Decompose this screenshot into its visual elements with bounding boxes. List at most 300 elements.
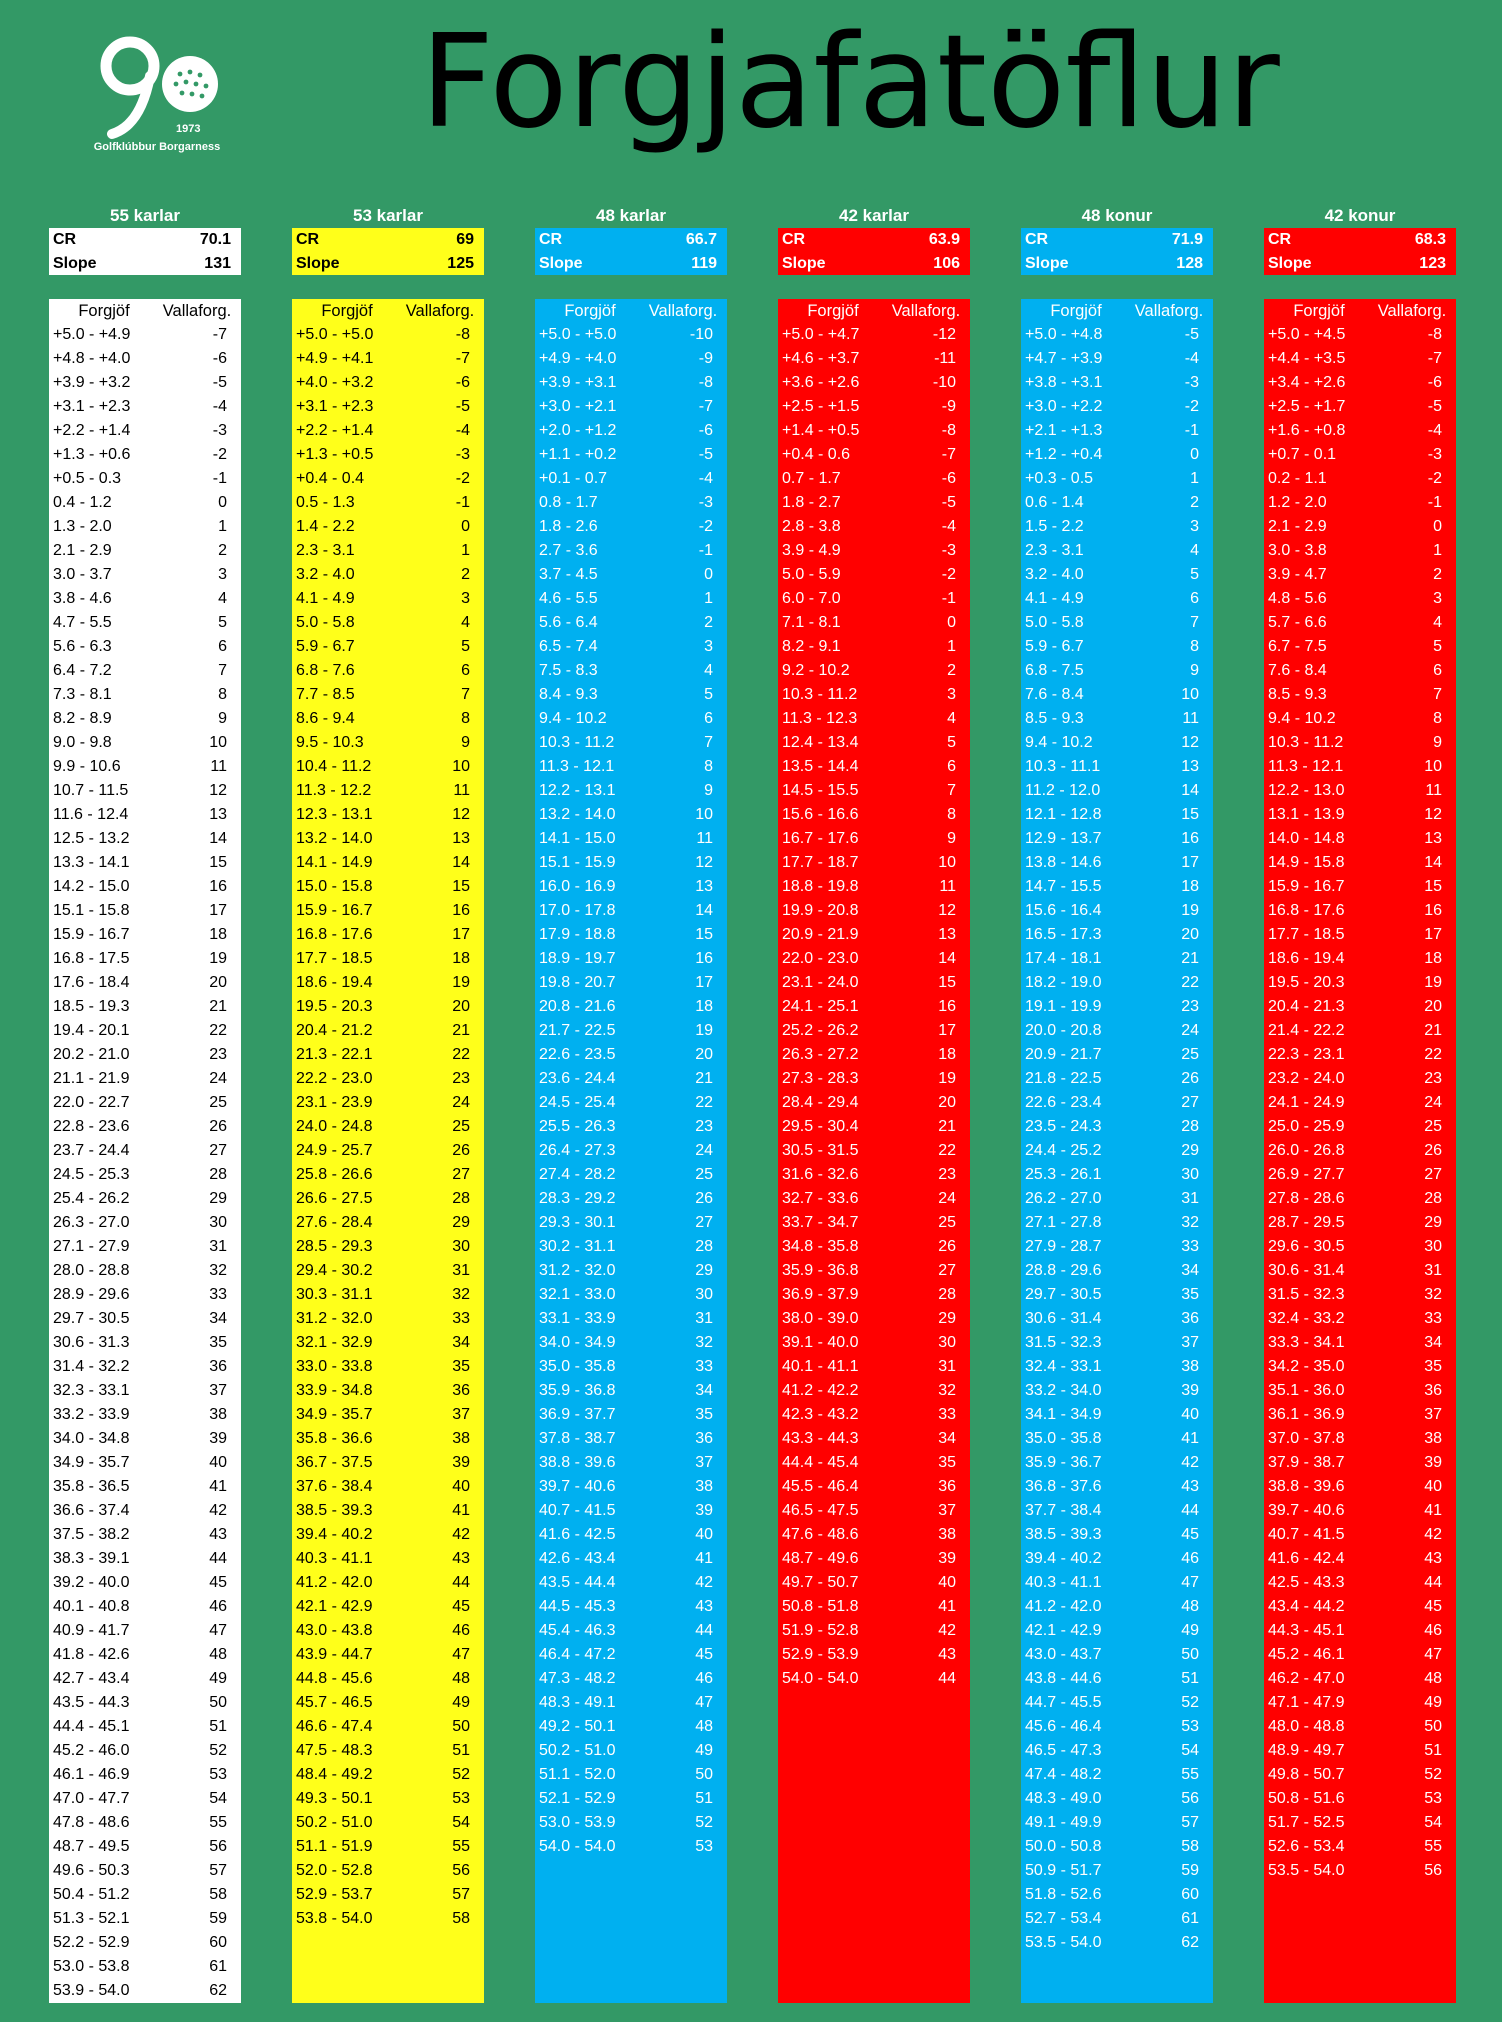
handicap-index-range: +1.6 - +0.8 bbox=[1268, 422, 1346, 439]
table-row bbox=[49, 1355, 241, 1379]
handicap-index-range: 1.2 - 2.0 bbox=[1268, 494, 1327, 511]
table-row bbox=[1264, 971, 1456, 995]
course-handicap: 20 bbox=[1424, 998, 1442, 1015]
handicap-index-range: 15.9 - 16.7 bbox=[53, 926, 130, 943]
course-handicap: 45 bbox=[452, 1598, 470, 1615]
handicap-index-range: 52.1 - 52.9 bbox=[539, 1790, 616, 1807]
handicap-index-range: 33.1 - 33.9 bbox=[539, 1310, 616, 1327]
course-handicap: 10 bbox=[938, 854, 956, 871]
handicap-index-range: 26.3 - 27.0 bbox=[53, 1214, 130, 1231]
table-row bbox=[535, 899, 727, 923]
course-rating-label: CR bbox=[53, 231, 77, 248]
handicap-index-range: +3.9 - +3.1 bbox=[539, 374, 617, 391]
course-rating-value: 71.9 bbox=[1171, 231, 1203, 248]
handicap-index-range: 29.7 - 30.5 bbox=[53, 1310, 130, 1327]
course-handicap: 38 bbox=[938, 1526, 956, 1543]
handicap-index-range: +3.6 - +2.6 bbox=[782, 374, 860, 391]
course-handicap: 7 bbox=[461, 686, 470, 703]
table-row bbox=[292, 443, 484, 467]
handicap-index-range: 43.9 - 44.7 bbox=[296, 1646, 373, 1663]
table-row bbox=[1021, 1619, 1213, 1643]
course-handicap: 53 bbox=[1181, 1718, 1199, 1735]
course-handicap: -2 bbox=[455, 470, 470, 487]
handicap-index-range: +3.1 - +2.3 bbox=[296, 398, 374, 415]
course-handicap: 18 bbox=[209, 926, 227, 943]
logo-year: 1973 bbox=[176, 123, 201, 135]
course-handicap: 3 bbox=[1433, 590, 1442, 607]
handicap-index-range: +4.0 - +3.2 bbox=[296, 374, 374, 391]
course-handicap: 11 bbox=[210, 758, 227, 775]
handicap-index-range: 10.3 - 11.2 bbox=[539, 734, 615, 751]
table-row bbox=[778, 1259, 970, 1283]
table-row bbox=[1264, 1643, 1456, 1667]
table-row bbox=[292, 347, 484, 371]
course-handicap: 27 bbox=[209, 1142, 227, 1159]
table-row bbox=[1021, 371, 1213, 395]
handicap-index-range: 34.9 - 35.7 bbox=[53, 1454, 130, 1471]
handicap-index-range: +4.8 - +4.0 bbox=[53, 350, 131, 367]
handicap-index-range: 6.0 - 7.0 bbox=[782, 590, 841, 607]
course-handicap: 10 bbox=[695, 806, 713, 823]
handicap-index-range: 27.9 - 28.7 bbox=[1025, 1238, 1102, 1255]
handicap-index-range: 38.3 - 39.1 bbox=[53, 1550, 130, 1567]
handicap-index-range: 1.8 - 2.6 bbox=[539, 518, 598, 535]
handicap-index-range: 11.3 - 12.3 bbox=[782, 710, 858, 727]
rating-box bbox=[292, 228, 484, 275]
table-row bbox=[778, 491, 970, 515]
handicap-index-range: 44.4 - 45.1 bbox=[53, 1718, 130, 1735]
slope-rating-label: Slope bbox=[782, 254, 826, 272]
table-row bbox=[49, 587, 241, 611]
course-handicap: 49 bbox=[452, 1694, 470, 1711]
course-handicap: 31 bbox=[209, 1238, 227, 1255]
course-handicap: 35 bbox=[452, 1358, 470, 1375]
table-row bbox=[1264, 803, 1456, 827]
handicap-index-range: 38.8 - 39.6 bbox=[1268, 1478, 1345, 1495]
course-handicap: -5 bbox=[455, 398, 470, 415]
handicap-index-range: +5.0 - +4.8 bbox=[1025, 326, 1103, 343]
handicap-index-range: +4.9 - +4.1 bbox=[296, 350, 374, 367]
handicap-index-range: 28.0 - 28.8 bbox=[53, 1262, 130, 1279]
course-handicap: 14 bbox=[938, 950, 956, 967]
table-header bbox=[292, 299, 484, 323]
handicap-index-range: 4.6 - 5.5 bbox=[539, 590, 598, 607]
handicap-index-range: 2.3 - 3.1 bbox=[1025, 542, 1084, 559]
course-handicap: 26 bbox=[695, 1190, 713, 1207]
handicap-index-range: 33.7 - 34.7 bbox=[782, 1214, 859, 1231]
course-handicap: -7 bbox=[1427, 350, 1442, 367]
course-handicap: 0 bbox=[947, 614, 956, 631]
handicap-index-range: +5.0 - +4.5 bbox=[1268, 326, 1346, 343]
handicap-index-range: 14.5 - 15.5 bbox=[782, 782, 859, 799]
course-handicap: -11 bbox=[934, 350, 956, 367]
course-handicap: 16 bbox=[1424, 902, 1442, 919]
handicap-index-range: 49.6 - 50.3 bbox=[53, 1862, 130, 1879]
handicap-index-range: 0.6 - 1.4 bbox=[1025, 494, 1084, 511]
table-row bbox=[778, 1571, 970, 1595]
course-handicap: 50 bbox=[1181, 1646, 1199, 1663]
course-handicap: 12 bbox=[1181, 734, 1199, 751]
course-handicap: 42 bbox=[452, 1526, 470, 1543]
handicap-index-range: 15.1 - 15.8 bbox=[53, 902, 130, 919]
table-row bbox=[778, 419, 970, 443]
handicap-index-range: 0.4 - 1.2 bbox=[53, 494, 112, 511]
slope-rating-label: Slope bbox=[539, 254, 583, 272]
course-handicap: 20 bbox=[938, 1094, 956, 1111]
course-handicap: 32 bbox=[938, 1382, 956, 1399]
table-row bbox=[1021, 491, 1213, 515]
table-row bbox=[49, 683, 241, 707]
course-handicap: 22 bbox=[452, 1046, 470, 1063]
handicap-index-range: 33.0 - 33.8 bbox=[296, 1358, 373, 1375]
course-handicap: 40 bbox=[209, 1454, 227, 1471]
handicap-index-range: 7.5 - 8.3 bbox=[539, 662, 598, 679]
table-row bbox=[49, 731, 241, 755]
handicap-index-range: 14.0 - 14.8 bbox=[1268, 830, 1345, 847]
handicap-index-range: 25.0 - 25.9 bbox=[1268, 1118, 1345, 1135]
course-handicap: 23 bbox=[1424, 1070, 1442, 1087]
course-handicap: -5 bbox=[1427, 398, 1442, 415]
table-header bbox=[535, 299, 727, 323]
table-row bbox=[535, 1019, 727, 1043]
handicap-index-range: 45.5 - 46.4 bbox=[782, 1478, 859, 1495]
course-handicap: 18 bbox=[1181, 878, 1199, 895]
handicap-index-range: 5.7 - 6.6 bbox=[1268, 614, 1327, 631]
course-handicap: 25 bbox=[695, 1166, 713, 1183]
handicap-index-range: 19.5 - 20.3 bbox=[296, 998, 373, 1015]
course-handicap: 21 bbox=[695, 1070, 713, 1087]
table-row bbox=[1264, 1139, 1456, 1163]
table-row bbox=[535, 1091, 727, 1115]
handicap-index-range: 39.7 - 40.6 bbox=[539, 1478, 616, 1495]
course-handicap: 45 bbox=[1424, 1598, 1442, 1615]
handicap-index-range: 26.2 - 27.0 bbox=[1025, 1190, 1102, 1207]
table-row bbox=[49, 1859, 241, 1883]
course-handicap: 29 bbox=[452, 1214, 470, 1231]
table-row bbox=[1264, 1043, 1456, 1067]
handicap-index-range: 16.7 - 17.6 bbox=[782, 830, 859, 847]
course-handicap: 35 bbox=[938, 1454, 956, 1471]
course-handicap: 2 bbox=[218, 542, 227, 559]
handicap-index-range: 7.3 - 8.1 bbox=[53, 686, 112, 703]
handicap-index-range: 39.4 - 40.2 bbox=[296, 1526, 373, 1543]
course-handicap: 7 bbox=[1433, 686, 1442, 703]
table-row bbox=[535, 1163, 727, 1187]
table-row bbox=[1264, 371, 1456, 395]
handicap-index-range: 22.8 - 23.6 bbox=[53, 1118, 130, 1135]
course-handicap: 47 bbox=[209, 1622, 227, 1639]
table-row bbox=[535, 947, 727, 971]
handicap-index-range: 36.6 - 37.4 bbox=[53, 1502, 130, 1519]
handicap-table bbox=[292, 299, 484, 2003]
course-handicap: 28 bbox=[695, 1238, 713, 1255]
table-row bbox=[1021, 1163, 1213, 1187]
course-handicap: 36 bbox=[1181, 1310, 1199, 1327]
table-row bbox=[292, 1811, 484, 1835]
handicap-index-range: 50.0 - 50.8 bbox=[1025, 1838, 1102, 1855]
course-handicap: 3 bbox=[461, 590, 470, 607]
course-handicap: 60 bbox=[209, 1934, 227, 1951]
handicap-index-range: 31.2 - 32.0 bbox=[539, 1262, 616, 1279]
handicap-index-range: 29.7 - 30.5 bbox=[1025, 1286, 1102, 1303]
handicap-index-range: +4.4 - +3.5 bbox=[1268, 350, 1346, 367]
course-handicap: 38 bbox=[695, 1478, 713, 1495]
course-handicap: 17 bbox=[938, 1022, 956, 1039]
handicap-index-range: 27.3 - 28.3 bbox=[782, 1070, 859, 1087]
course-handicap: 28 bbox=[452, 1190, 470, 1207]
handicap-index-range: +1.3 - +0.5 bbox=[296, 446, 374, 463]
table-row bbox=[778, 1499, 970, 1523]
table-row bbox=[49, 1187, 241, 1211]
handicap-index-range: 11.3 - 12.1 bbox=[1268, 758, 1344, 775]
table-row bbox=[535, 1427, 727, 1451]
table-row bbox=[1021, 635, 1213, 659]
handicap-index-range: 47.5 - 48.3 bbox=[296, 1742, 373, 1759]
course-handicap: 48 bbox=[695, 1718, 713, 1735]
handicap-index-range: 54.0 - 54.0 bbox=[782, 1670, 859, 1687]
table-row bbox=[1021, 1715, 1213, 1739]
course-rating-row bbox=[535, 228, 727, 252]
table-row bbox=[49, 995, 241, 1019]
table-row bbox=[535, 731, 727, 755]
handicap-index-range: 23.1 - 23.9 bbox=[296, 1094, 373, 1111]
course-handicap: 13 bbox=[1181, 758, 1199, 775]
handicap-index-range: 46.5 - 47.3 bbox=[1025, 1742, 1102, 1759]
table-row bbox=[1021, 1643, 1213, 1667]
table-row bbox=[535, 971, 727, 995]
table-row bbox=[778, 1451, 970, 1475]
table-row bbox=[1021, 779, 1213, 803]
course-handicap: 12 bbox=[1424, 806, 1442, 823]
table-row bbox=[778, 683, 970, 707]
handicap-index-range: 30.2 - 31.1 bbox=[539, 1238, 616, 1255]
course-handicap: 9 bbox=[218, 710, 227, 727]
handicap-index-range: +4.9 - +4.0 bbox=[539, 350, 617, 367]
course-handicap: 20 bbox=[695, 1046, 713, 1063]
course-handicap: 34 bbox=[1181, 1262, 1199, 1279]
course-handicap: 19 bbox=[938, 1070, 956, 1087]
course-handicap: 29 bbox=[695, 1262, 713, 1279]
handicap-index-range: 49.2 - 50.1 bbox=[539, 1718, 616, 1735]
course-handicap: 29 bbox=[209, 1190, 227, 1207]
course-handicap: 17 bbox=[452, 926, 470, 943]
handicap-index-range: 43.5 - 44.3 bbox=[53, 1694, 130, 1711]
course-handicap: 11 bbox=[453, 782, 470, 799]
table-row bbox=[292, 1235, 484, 1259]
table-row bbox=[292, 1211, 484, 1235]
table-row bbox=[1264, 467, 1456, 491]
course-handicap: 25 bbox=[452, 1118, 470, 1135]
slope-rating-row bbox=[1021, 252, 1213, 276]
handicap-index-range: 3.9 - 4.7 bbox=[1268, 566, 1327, 583]
handicap-index-range: 9.4 - 10.2 bbox=[1025, 734, 1093, 751]
course-handicap: 44 bbox=[209, 1550, 227, 1567]
table-row bbox=[778, 347, 970, 371]
course-handicap: 15 bbox=[209, 854, 227, 871]
table-row bbox=[535, 1571, 727, 1595]
table-row bbox=[778, 995, 970, 1019]
table-row bbox=[49, 827, 241, 851]
table-row bbox=[535, 1403, 727, 1427]
handicap-index-range: 24.0 - 24.8 bbox=[296, 1118, 373, 1135]
handicap-index-range: 18.6 - 19.4 bbox=[1268, 950, 1345, 967]
table-row bbox=[535, 1379, 727, 1403]
course-handicap: 26 bbox=[1181, 1070, 1199, 1087]
handicap-index-range: 13.2 - 14.0 bbox=[539, 806, 616, 823]
course-handicap: 6 bbox=[461, 662, 470, 679]
tee-name: 55 karlar bbox=[110, 206, 180, 225]
course-handicap: -3 bbox=[212, 422, 227, 439]
slope-rating-row bbox=[292, 252, 484, 276]
table-row bbox=[49, 1235, 241, 1259]
table-row bbox=[1264, 875, 1456, 899]
table-row bbox=[49, 1211, 241, 1235]
table-row bbox=[1264, 395, 1456, 419]
handicap-index-range: 51.7 - 52.5 bbox=[1268, 1814, 1345, 1831]
handicap-index-range: 38.8 - 39.6 bbox=[539, 1454, 616, 1471]
table-row bbox=[1021, 1427, 1213, 1451]
course-handicap: 6 bbox=[218, 638, 227, 655]
slope-rating-value: 123 bbox=[1419, 254, 1446, 272]
handicap-index-range: +3.8 - +3.1 bbox=[1025, 374, 1103, 391]
course-handicap: 51 bbox=[695, 1790, 713, 1807]
table-row bbox=[1021, 899, 1213, 923]
table-row bbox=[535, 1739, 727, 1763]
course-handicap: 49 bbox=[1424, 1694, 1442, 1711]
handicap-index-range: 38.5 - 39.3 bbox=[296, 1502, 373, 1519]
handicap-index-range: +5.0 - +5.0 bbox=[296, 326, 374, 343]
handicap-index-range: 22.3 - 23.1 bbox=[1268, 1046, 1345, 1063]
table-row bbox=[778, 1067, 970, 1091]
table-row bbox=[1264, 443, 1456, 467]
table-row bbox=[778, 971, 970, 995]
slope-rating-row bbox=[778, 252, 970, 276]
course-handicap: -6 bbox=[1427, 374, 1442, 391]
course-handicap: 61 bbox=[209, 1958, 227, 1975]
course-handicap: 21 bbox=[1181, 950, 1199, 967]
table-row bbox=[292, 755, 484, 779]
course-handicap: 36 bbox=[452, 1382, 470, 1399]
handicap-index-range: 26.3 - 27.2 bbox=[782, 1046, 859, 1063]
rating-box bbox=[49, 228, 241, 275]
course-handicap: 3 bbox=[1190, 518, 1199, 535]
handicap-index-range: 6.8 - 7.6 bbox=[296, 662, 355, 679]
course-handicap: 24 bbox=[695, 1142, 713, 1159]
table-row bbox=[1021, 1451, 1213, 1475]
handicap-index-range: 43.3 - 44.3 bbox=[782, 1430, 859, 1447]
course-handicap: 31 bbox=[938, 1358, 956, 1375]
table-row bbox=[49, 1643, 241, 1667]
course-handicap: 47 bbox=[452, 1646, 470, 1663]
handicap-index-range: 52.9 - 53.7 bbox=[296, 1886, 373, 1903]
handicap-index-range: 40.7 - 41.5 bbox=[1268, 1526, 1345, 1543]
course-handicap: 27 bbox=[1424, 1166, 1442, 1183]
table-row bbox=[1264, 1307, 1456, 1331]
table-row bbox=[535, 443, 727, 467]
course-handicap: 37 bbox=[1424, 1406, 1442, 1423]
table-row bbox=[535, 1355, 727, 1379]
table-row bbox=[1264, 587, 1456, 611]
table-row bbox=[535, 1451, 727, 1475]
course-handicap: 12 bbox=[938, 902, 956, 919]
handicap-index-range: 19.4 - 20.1 bbox=[53, 1022, 130, 1039]
table-row bbox=[1264, 1211, 1456, 1235]
table-row bbox=[1021, 1931, 1213, 1955]
handicap-index-range: 3.7 - 4.5 bbox=[539, 566, 598, 583]
course-handicap: 10 bbox=[1181, 686, 1199, 703]
handicap-index-range: +0.5 - 0.3 bbox=[53, 470, 122, 487]
handicap-index-range: 46.5 - 47.5 bbox=[782, 1502, 859, 1519]
handicap-index-range: +3.1 - +2.3 bbox=[53, 398, 131, 415]
handicap-index-range: +3.0 - +2.2 bbox=[1025, 398, 1103, 415]
handicap-index-range: 16.8 - 17.5 bbox=[53, 950, 130, 967]
handicap-index-range: 52.9 - 53.9 bbox=[782, 1646, 859, 1663]
handicap-index-range: 20.8 - 21.6 bbox=[539, 998, 616, 1015]
course-handicap: 5 bbox=[704, 686, 713, 703]
handicap-index-range: 51.9 - 52.8 bbox=[782, 1622, 859, 1639]
handicap-index-range: 39.1 - 40.0 bbox=[782, 1334, 859, 1351]
table-row bbox=[535, 683, 727, 707]
course-handicap: 52 bbox=[209, 1742, 227, 1759]
table-row bbox=[778, 1379, 970, 1403]
table-row bbox=[1021, 419, 1213, 443]
course-handicap: 15 bbox=[1424, 878, 1442, 895]
table-row bbox=[1264, 1523, 1456, 1547]
handicap-index-range: 8.5 - 9.3 bbox=[1025, 710, 1084, 727]
table-row bbox=[49, 1115, 241, 1139]
course-handicap: 7 bbox=[218, 662, 227, 679]
course-handicap: 49 bbox=[695, 1742, 713, 1759]
course-handicap: 41 bbox=[209, 1478, 227, 1495]
course-handicap: 43 bbox=[938, 1646, 956, 1663]
course-handicap: -4 bbox=[212, 398, 227, 415]
handicap-index-range: 47.1 - 47.9 bbox=[1268, 1694, 1345, 1711]
course-handicap: 47 bbox=[695, 1694, 713, 1711]
course-handicap: 59 bbox=[209, 1910, 227, 1927]
course-handicap: -5 bbox=[1184, 326, 1199, 343]
table-row bbox=[535, 347, 727, 371]
handicap-index-range: 17.7 - 18.5 bbox=[296, 950, 373, 967]
handicap-index-range: 7.1 - 8.1 bbox=[782, 614, 841, 631]
course-handicap: 0 bbox=[218, 494, 227, 511]
course-handicap: 27 bbox=[1181, 1094, 1199, 1111]
table-row bbox=[1264, 923, 1456, 947]
table-row bbox=[1021, 803, 1213, 827]
slope-rating-label: Slope bbox=[296, 254, 340, 272]
course-handicap: 44 bbox=[452, 1574, 470, 1591]
course-handicap: 22 bbox=[209, 1022, 227, 1039]
handicap-index-range: +2.5 - +1.5 bbox=[782, 398, 860, 415]
tee-name: 48 konur bbox=[1081, 206, 1153, 225]
handicap-index-range: 0.5 - 1.3 bbox=[296, 494, 355, 511]
table-row bbox=[1021, 1139, 1213, 1163]
table-row bbox=[535, 1139, 727, 1163]
table-row bbox=[292, 587, 484, 611]
table-row bbox=[1021, 1811, 1213, 1835]
handicap-table bbox=[535, 299, 727, 2003]
course-handicap: 53 bbox=[1424, 1790, 1442, 1807]
handicap-index-range: 29.3 - 30.1 bbox=[539, 1214, 616, 1231]
course-handicap: 22 bbox=[1424, 1046, 1442, 1063]
handicap-index-range: +5.0 - +4.7 bbox=[782, 326, 860, 343]
table-row bbox=[292, 1331, 484, 1355]
handicap-index-range: 45.6 - 46.4 bbox=[1025, 1718, 1102, 1735]
course-handicap: -4 bbox=[698, 470, 713, 487]
handicap-index-range: 54.0 - 54.0 bbox=[539, 1838, 616, 1855]
handicap-index-range: 48.7 - 49.5 bbox=[53, 1838, 130, 1855]
course-handicap: 19 bbox=[209, 950, 227, 967]
table-row bbox=[1021, 1067, 1213, 1091]
